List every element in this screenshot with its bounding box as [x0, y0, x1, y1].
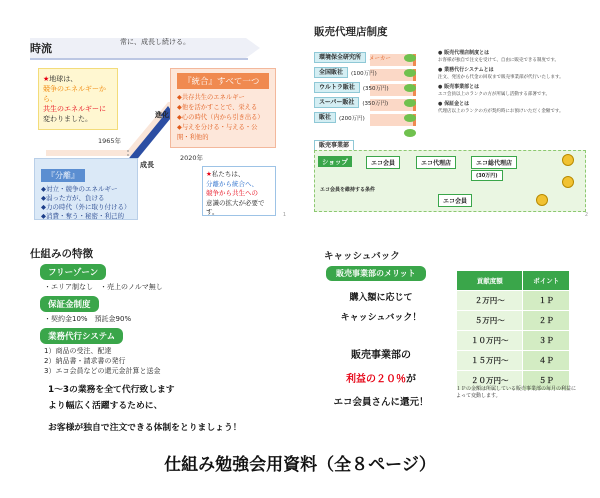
we-line-3: 競争から共生への [206, 189, 258, 197]
rank-row: ウルトラ販社 (350万円) [314, 82, 389, 93]
medal-icon [536, 194, 548, 206]
free-zone-tag: フリーゾーン [40, 264, 106, 280]
togo-item: ◆与えを分ける・与える・公開・利他的 [177, 124, 258, 141]
coin-icon [404, 129, 416, 137]
shop-label: ショップ [318, 156, 352, 167]
page-number: 1 [282, 212, 286, 218]
note-item: ● 保証金とは 代理店以上のランクの方が契約時にお預けいただく金額です。 [438, 101, 564, 114]
conditions-title: エコ会員を維持する条件 [320, 187, 376, 193]
points-table [456, 270, 570, 391]
slide4-title: キャッシュバック [324, 251, 400, 262]
cashback-line-2: キャッシュバック！ [340, 313, 422, 323]
bunri-item: ◆対立・競争のエネルギー [41, 185, 118, 193]
slide-cashback [306, 238, 592, 413]
slide-agency-system [306, 10, 592, 220]
bunri-item: ◆力の時代（外に取り付ける） [41, 203, 131, 211]
growth-label: 成長 [140, 161, 154, 169]
slide1-title: 時流 [30, 42, 52, 55]
step-item: 2）納品書・請求書の発行 [44, 357, 126, 365]
rank-row: スーパー販社 (350万円) [314, 97, 388, 108]
cashback-line-1: 購入額に応じて [349, 293, 413, 303]
table-row: １５万円～ ４Ｐ [457, 351, 570, 371]
slide2-title: 販売代理店制度 [314, 26, 388, 38]
earth-line-1: 地球は、 [49, 75, 78, 83]
togo-item: ◆他を活かすことで、栄える [177, 104, 258, 111]
agency-service-tag: 業務代行システム [40, 328, 123, 344]
togo-heading: 『統合』すべて一つ [177, 73, 269, 89]
coin-icon [404, 69, 416, 77]
step-item: 3）エコ会員などの還元金計算と送金 [44, 367, 161, 375]
we-line-1: 私たちは、 [211, 170, 245, 178]
note-item: ● 販売代理店制度とは お客様が独自で注文を受けて、自由に販売できる制度です。 [438, 50, 560, 63]
table-row: ５万円～ ２Ｐ [457, 311, 570, 331]
earth-line-2: 競争のエネルギーから、 [43, 85, 106, 103]
we-message-box: ★私たちは、 分離から統合へ、 競争から共生への 意識の拡大が必要です。 [202, 166, 276, 216]
cashback-line-4: 利益の２０％が [346, 374, 416, 385]
slide3-title: 仕組みの特徴 [30, 248, 93, 260]
togo-item: ◆心の時代（内から引き出る） [177, 114, 264, 121]
eco-general-agency-box: エコ総代理店 [471, 156, 517, 169]
coin-icon [404, 99, 416, 107]
rank-row: 環境保全研究所 メーカー [314, 52, 391, 63]
cashback-line-5: エコ会員さんに還元！ [333, 397, 429, 408]
points-note: １Ｐの金額は所属している販売事業部の毎月の利益によって変動します。 [456, 386, 577, 399]
medal-icon [562, 176, 574, 188]
deposit-tag: 保証金制度 [40, 296, 99, 312]
eco-agency-price: (30万円) [471, 170, 503, 181]
slide1-arrow-text: 常に、成長し続ける。 [120, 38, 190, 46]
togo-box [170, 68, 276, 148]
deposit-text: ・契約金10% 預託金90% [44, 315, 132, 323]
bunri-item: ◆消費・奪う・秘密・利己的 [41, 212, 124, 220]
step-item: 1）商品の受注、配達 [44, 347, 112, 355]
year-1965: 1965年 [98, 137, 122, 145]
sales-division-label: 販売事業部 [314, 140, 354, 151]
bunri-item: ◆弱った方が、負ける [41, 194, 105, 202]
agency-notes [438, 50, 588, 115]
rank-row: 販社 (200万円) [314, 112, 365, 123]
cashback-line-3: 販売事業部の [351, 350, 411, 361]
earth-line-4: 変わりました。 [43, 115, 92, 123]
coin-icon [404, 54, 416, 62]
table-header: ポイント [523, 271, 570, 291]
slide-features [8, 238, 290, 413]
medal-icon [562, 154, 574, 166]
eco-agency-box: エコ代理店 [416, 156, 456, 169]
eco-member-box: エコ会員 [366, 156, 400, 169]
step-list [44, 346, 160, 376]
summary-line-2: より幅広く活躍するために、 [48, 401, 163, 411]
note-item: ● 販売事業部とは エコ会員以上のランクの方が所属し活動する部署です。 [438, 84, 551, 97]
bunri-box [34, 158, 138, 220]
free-zone-text: ・エリア制なし ・売上のノルマ無し [44, 283, 163, 291]
year-2020: 2020年 [180, 154, 204, 162]
summary-line-1: 1～3の業務を全て代行致します [48, 385, 175, 395]
document-caption: 仕組み勉強会用資料（全８ページ） [164, 455, 436, 475]
earth-message-box: ★地球は、 競争のエネルギーから、 共生のエネルギーに 変わりました。 [38, 68, 118, 130]
table-row: ２０万円～ ５Ｐ [457, 371, 570, 391]
rank-row: 全国販社 (100万円) [314, 67, 377, 78]
bunri-heading: 『分離』 [41, 169, 85, 182]
we-line-2: 分離から統合へ、 [206, 179, 258, 188]
table-header: 貢献度額 [457, 271, 523, 291]
table-row: １０万円～ ３Ｐ [457, 331, 570, 351]
coin-icon [404, 114, 416, 122]
slide-jiryu [8, 10, 290, 220]
table-row: ２万円～ １Ｐ [457, 291, 570, 311]
eco-member-bottom-box: エコ会員 [438, 194, 472, 207]
summary-line-3: お客様が独自で注文できる体制をとりましょう！ [48, 423, 242, 433]
togo-item: ◆共存共生のエネルギー [177, 94, 245, 101]
page-number: 2 [584, 212, 588, 218]
note-item: ● 業務代行システムとは 注文、発送から代金の回収まで販売事業部が代行いたします。 [438, 67, 564, 80]
evolution-label: 進化 [155, 111, 169, 119]
we-line-4: 意識の拡大が必要です。 [206, 198, 265, 216]
merit-tag: 販売事業部のメリット [326, 266, 426, 281]
earth-line-3: 共生のエネルギーに [43, 105, 106, 113]
coin-icon [404, 84, 416, 92]
